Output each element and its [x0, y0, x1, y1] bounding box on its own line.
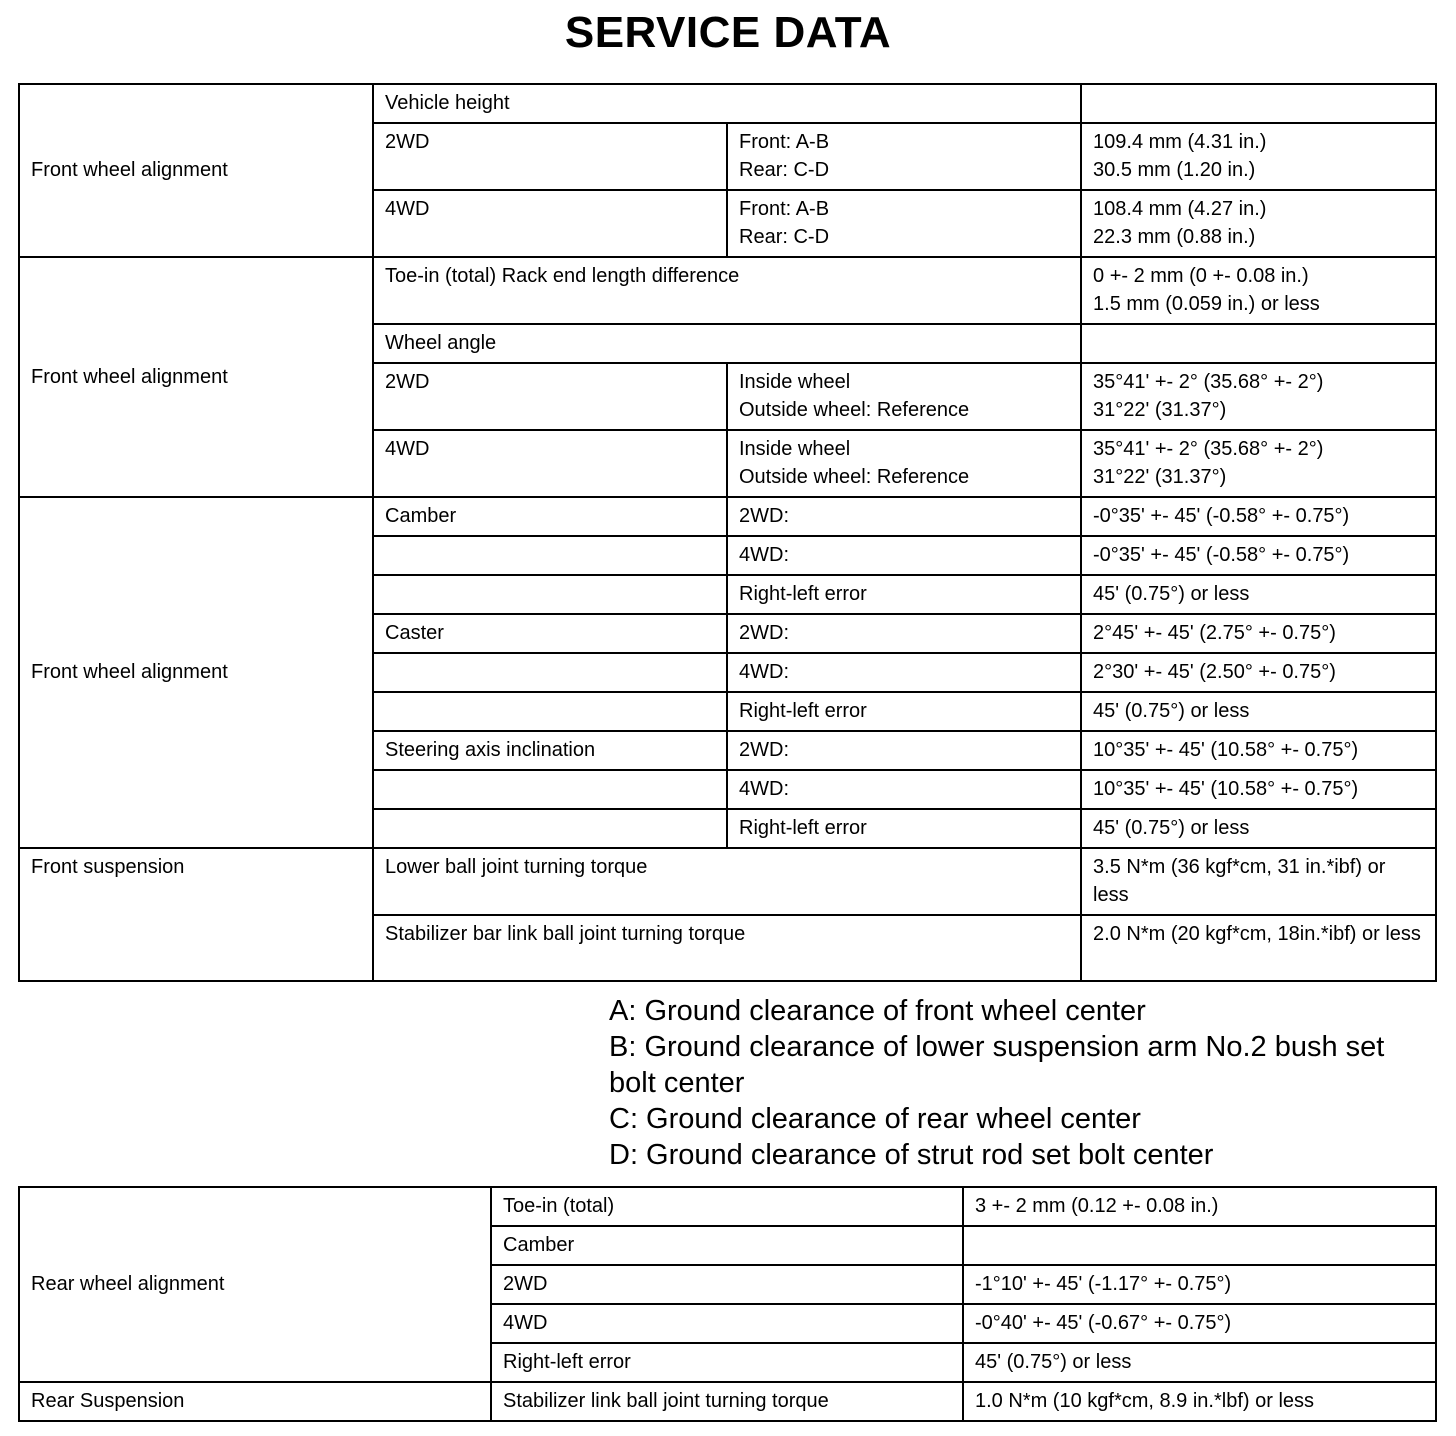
page-title: SERVICE DATA [564, 8, 892, 57]
value-cell: 45' (0.75°) or less [1081, 692, 1436, 731]
group-label: Front wheel alignment [19, 497, 373, 848]
row-label: 2WD [373, 363, 727, 430]
table-row [19, 257, 1436, 324]
row-label: 4WD [373, 190, 727, 257]
row-label: Right-left error [491, 1343, 963, 1382]
row-label: 2WD [491, 1265, 963, 1304]
sub-label: 2WD: [727, 731, 1081, 770]
value-cell: 3.5 N*m (36 kgf*cm, 31 in.*ibf) or less [1081, 848, 1436, 915]
table-row [19, 1187, 1436, 1226]
value-cell [963, 1226, 1436, 1265]
note-a: A: Ground clearance of front wheel center [609, 995, 1146, 1027]
sub-label: Inside wheel Outside wheel: Reference [727, 430, 1081, 497]
sub-label: 2WD: [727, 497, 1081, 536]
value-cell: 35°41' +- 2° (35.68° +- 2°) 31°22' (31.37°) [1081, 430, 1436, 497]
row-label [373, 809, 727, 848]
table-row [19, 497, 1436, 536]
note-d: D: Ground clearance of strut rod set bolt center [609, 1139, 1214, 1171]
value-cell: 2°30' +- 45' (2.50° +- 0.75°) [1081, 653, 1436, 692]
rear-service-table [18, 1186, 1437, 1422]
row-label: Caster [373, 614, 727, 653]
sub-label: Right-left error [727, 809, 1081, 848]
row-label: Wheel angle [373, 324, 1081, 363]
row-label: Toe-in (total) Rack end length difference [373, 257, 1081, 324]
value-cell: 45' (0.75°) or less [963, 1343, 1436, 1382]
row-label: 4WD [373, 430, 727, 497]
group-label: Rear wheel alignment [19, 1187, 491, 1382]
sub-label: 4WD: [727, 770, 1081, 809]
group-label: Front suspension [19, 848, 373, 981]
value-cell: 3 +- 2 mm (0.12 +- 0.08 in.) [963, 1187, 1436, 1226]
value-cell: -0°35' +- 45' (-0.58° +- 0.75°) [1081, 536, 1436, 575]
clearance-notes [609, 993, 1439, 1173]
value-cell: 10°35' +- 45' (10.58° +- 0.75°) [1081, 770, 1436, 809]
row-label: Stabilizer link ball joint turning torque [491, 1382, 963, 1421]
row-label [373, 653, 727, 692]
row-label: Lower ball joint turning torque [373, 848, 1081, 915]
value-cell [1081, 324, 1436, 363]
value-cell: 45' (0.75°) or less [1081, 809, 1436, 848]
value-cell: 1.0 N*m (10 kgf*cm, 8.9 in.*lbf) or less [963, 1382, 1436, 1421]
value-cell: 0 +- 2 mm (0 +- 0.08 in.) 1.5 mm (0.059 in.) or less [1081, 257, 1436, 324]
row-label: 4WD [491, 1304, 963, 1343]
value-cell: 109.4 mm (4.31 in.) 30.5 mm (1.20 in.) [1081, 123, 1436, 190]
row-label [373, 536, 727, 575]
value-cell: 45' (0.75°) or less [1081, 575, 1436, 614]
group-label: Front wheel alignment [19, 257, 373, 497]
sub-label: Right-left error [727, 692, 1081, 731]
value-cell: -0°40' +- 45' (-0.67° +- 0.75°) [963, 1304, 1436, 1343]
sub-label: 4WD: [727, 536, 1081, 575]
table-row [19, 84, 1436, 123]
value-cell: 2°45' +- 45' (2.75° +- 0.75°) [1081, 614, 1436, 653]
row-label: Vehicle height [373, 84, 1081, 123]
note-b: B: Ground clearance of lower suspension arm No.2 bush set bolt center [609, 1031, 1385, 1099]
value-cell: -1°10' +- 45' (-1.17° +- 0.75°) [963, 1265, 1436, 1304]
sub-label: Right-left error [727, 575, 1081, 614]
value-cell: 2.0 N*m (20 kgf*cm, 18in.*ibf) or less [1081, 915, 1436, 981]
row-label: Toe-in (total) [491, 1187, 963, 1226]
row-label [373, 692, 727, 731]
sub-label: Front: A-B Rear: C-D [727, 190, 1081, 257]
row-label: Stabilizer bar link ball joint turning torque [373, 915, 1081, 981]
sub-label: 4WD: [727, 653, 1081, 692]
sub-label: 2WD: [727, 614, 1081, 653]
sub-label: Inside wheel Outside wheel: Reference [727, 363, 1081, 430]
group-label: Front wheel alignment [19, 84, 373, 257]
row-label: Camber [491, 1226, 963, 1265]
row-label: Camber [373, 497, 727, 536]
front-service-table [18, 83, 1437, 982]
note-c: C: Ground clearance of rear wheel center [609, 1103, 1141, 1135]
table-row [19, 848, 1436, 915]
row-label: 2WD [373, 123, 727, 190]
value-cell [1081, 84, 1436, 123]
row-label [373, 575, 727, 614]
value-cell: 108.4 mm (4.27 in.) 22.3 mm (0.88 in.) [1081, 190, 1436, 257]
row-label [373, 770, 727, 809]
row-label: Steering axis inclination [373, 731, 727, 770]
table-row [19, 1382, 1436, 1421]
value-cell: 10°35' +- 45' (10.58° +- 0.75°) [1081, 731, 1436, 770]
value-cell: -0°35' +- 45' (-0.58° +- 0.75°) [1081, 497, 1436, 536]
value-cell: 35°41' +- 2° (35.68° +- 2°) 31°22' (31.37°) [1081, 363, 1436, 430]
sub-label: Front: A-B Rear: C-D [727, 123, 1081, 190]
group-label: Rear Suspension [19, 1382, 491, 1421]
